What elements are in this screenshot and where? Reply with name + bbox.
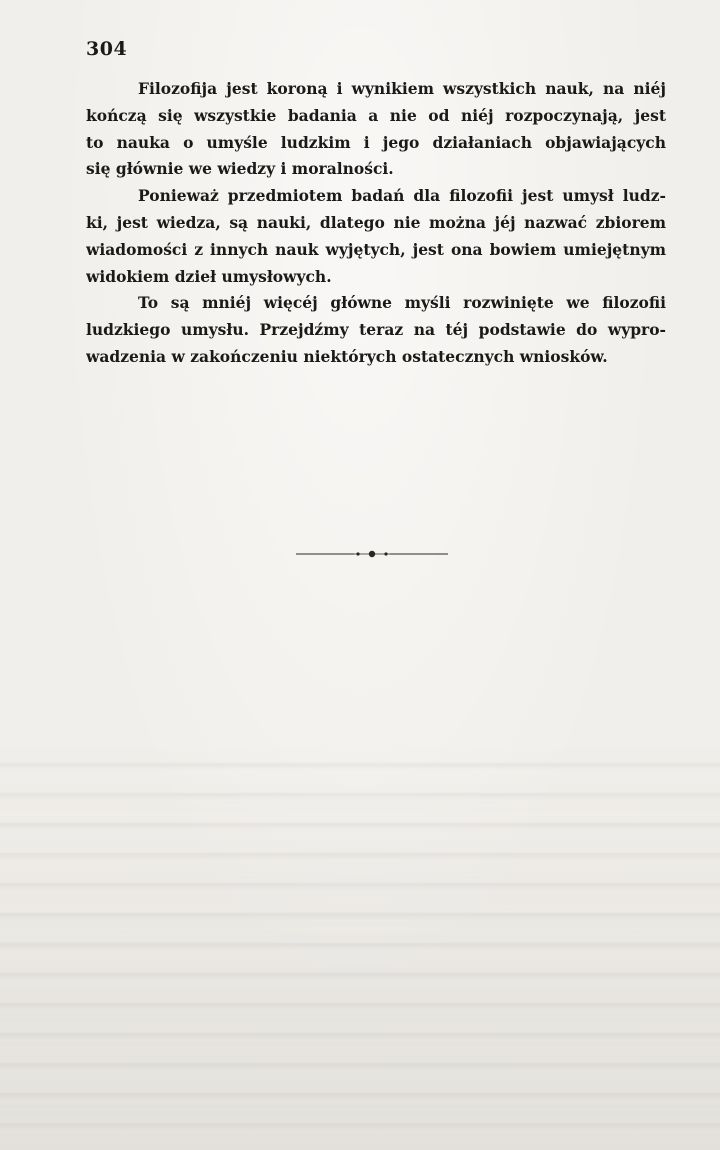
reverse-side-show-through bbox=[0, 740, 720, 1150]
paragraph-2-line-2: ki, jest wiedza, są nauki, dlatego nie można jéj nazwać zbiorem bbox=[86, 212, 666, 232]
paragraph-2-line-3: wiadomości z innych nauk wyjętych, jest ona bowiem umiejętnym bbox=[86, 239, 666, 259]
paragraph-3-line-2: ludzkiego umysłu. Przejdźmy teraz na téj podstawie do wypro- bbox=[86, 320, 666, 340]
ornamental-divider bbox=[296, 548, 448, 560]
paragraph-2-line-4: widokiem dzieł umysłowych. bbox=[86, 266, 332, 286]
paragraph-1-line-1: Filozofija jest koroną i wynikiem wszystkich nauk, na niéj bbox=[138, 79, 666, 98]
paragraph-3-line-1: To są mniéj więcéj główne myśli rozwinięte we filozofii bbox=[138, 293, 666, 313]
paragraph-2-line-1: Ponieważ przedmiotem badań dla filozofii jest umysł ludz- bbox=[138, 186, 666, 206]
paragraph-3-line-3: wadzenia w zakończeniu niektórych ostatecznych wniosków. bbox=[86, 346, 608, 366]
body-text bbox=[86, 76, 666, 371]
paragraph-1-line-3: to nauka o umyśle ludzkim i jego działaniach objawiających bbox=[86, 132, 666, 152]
page-number: 304 bbox=[86, 38, 128, 60]
paragraph-1-line-4: się głównie we wiedzy i moralności. bbox=[86, 159, 394, 179]
paragraph-1-line-2: kończą się wszystkie badania a nie od niéj rozpoczynają, jest bbox=[86, 105, 666, 125]
